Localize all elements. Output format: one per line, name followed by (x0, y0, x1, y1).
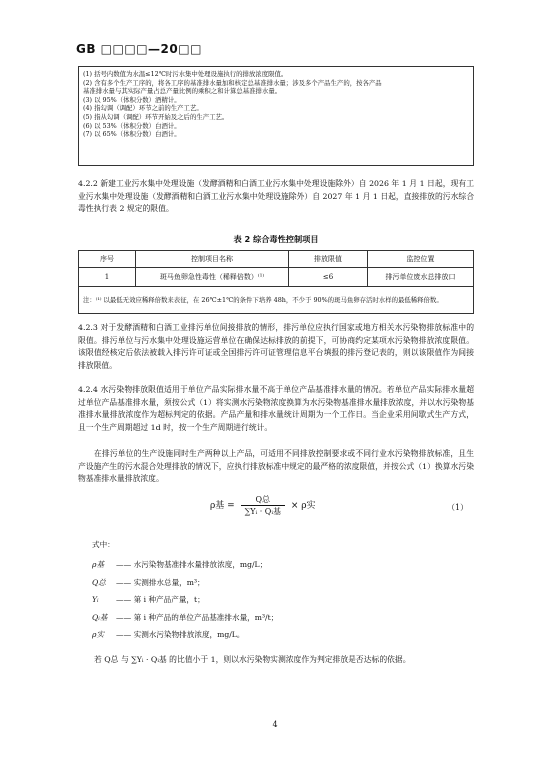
table-note-row (79, 287, 474, 314)
formula-rhs: × ρ实 (290, 501, 316, 511)
closing-paragraph: 若 Q总 与 ∑Yᵢ · Qᵢ基 的比值小于 1，则以水污染物实测浓度作为判定排放是否达标的依据。 (94, 655, 411, 664)
definition-text: —— 实测排水总量，m³； (116, 577, 205, 587)
formula-denominator: ∑Yᵢ · Qᵢ基 (244, 507, 281, 516)
clause-4-2-4: 4.2.4 水污染物排放限值适用于单位产品实际排水量不高于单位产品基准排水量的情况。若单位产品实际排水量超过单位产品基准排水量，须按公式（1）将实测水污染物浓度换算为水污染物基准排水量排放浓度，并以水污染物基准排水量排放浓度作为超标判定的依据。产品产量和排水量统计周期为一个工作日。当企业采用间歇式生产方式，且一个生产周期超过 1d 时，按一个生产周期进行统计。 (78, 385, 474, 432)
formula-fraction (241, 494, 285, 517)
col-header-limit: 排放限值 (289, 251, 368, 268)
definition-item (92, 626, 278, 644)
table-2-title: 表 2 综合毒性控制项目 (233, 234, 319, 244)
definition-symbol: ρ基 (92, 560, 105, 569)
note-line: (1) 括号内数值为水温≤12℃时污水集中处理设施执行的排放浓度限值。 (83, 70, 288, 78)
definition-item (92, 556, 278, 574)
definition-item (92, 609, 278, 627)
definition-item (92, 591, 278, 609)
definition-text: —— 第 i 种产品产量，t； (116, 595, 205, 605)
table-row (79, 268, 474, 287)
definition-item (92, 574, 278, 592)
note-line: (6) 以 53%（体积分数）白酒计。 (83, 121, 181, 130)
cell-location: 排污单位废水总排放口 (368, 268, 474, 287)
clause-4-2-3: 4.2.3 对于发酵酒精和白酒工业排污单位间接排放的情形，排污单位应执行国家或地方相关水污染物排放标准中的限值。排污单位与污水集中处理设施运营单位在确保达标排放的前提下，可协商约定某项水污染物排放浓度限值。该限值经核定后依法被载入排污许可证或全国排污许可证管理信息平台填报的排污登记表的，则以该限值作为间接排放限值。 (78, 323, 474, 370)
formula-expression (210, 494, 316, 517)
cell-limit: ≤6 (289, 268, 368, 287)
definition-symbol: ρ实 (92, 630, 105, 640)
definition-symbol: Q总 (92, 577, 106, 587)
cell-index: 1 (79, 268, 136, 287)
toxicity-table (78, 250, 474, 314)
note-line: (4) 指勾调（调配）环节之前的生产工艺。 (83, 104, 203, 113)
col-header-location: 监控位置 (368, 251, 474, 268)
multi-product-paragraph: 在排污单位的生产设施同时生产两种以上产品，可适用不同排放控制要求或不同行业水污染物排放标准，且生产设施产生的污水混合处理排放的情况下，应执行排放标准中规定的最严格的浓度限值，并按公式（1）换算水污染物基准排水量排放浓度。 (78, 449, 474, 484)
definition-symbol: Qᵢ基 (92, 612, 108, 622)
definition-text: —— 水污染物基准排水量排放浓度，mg/L； (116, 560, 268, 569)
definition-text: —— 实测水污染物排放浓度，mg/L。 (116, 630, 245, 640)
definitions-list (92, 556, 278, 644)
note-line: 基准排水量与其实际产量占总产量比例的乘积之和计算总基准排水量。 (83, 87, 282, 96)
definition-text: —— 第 i 种产品的单位产品基准排水量，m³/t； (116, 612, 279, 622)
col-header-index: 序号 (79, 251, 136, 268)
formula-1 (0, 490, 550, 522)
table-notes-box (78, 66, 474, 166)
where-label: 式中： (92, 540, 115, 549)
table-note: 注：⁽¹⁾ 以最低无效应稀释倍数来表征，在 26℃±1℃的条件下培养 48h，不少于 90%的斑马鱼卵存活时水样的最低稀释倍数。 (79, 287, 474, 314)
note-line: (5) 指从勾调（调配）环节开始及之后的生产工艺。 (83, 112, 229, 121)
col-header-item: 控制项目名称 (136, 251, 289, 268)
formula-number: （1） (447, 503, 469, 512)
note-line: (3) 以 95%（体积分数）酒精计。 (83, 95, 181, 104)
note-line: (7) 以 65%（体积分数）白酒计。 (83, 130, 181, 139)
cell-item: 斑马鱼卵急性毒性（稀释倍数）⁽¹⁾ (136, 268, 289, 287)
formula-numerator: Q总 (241, 494, 285, 506)
formula-lhs: ρ基 = (210, 501, 235, 511)
definition-symbol: Yᵢ (92, 595, 99, 605)
clause-4-2-2: 4.2.2 新建工业污水集中处理设施（发酵酒精和白酒工业污水集中处理设施除外）自 2026 年 1 月 1 日起，现有工业污水集中处理设施（发酵酒精和白酒工业污水集中处理设施除外）自 2027 年 1 月 1 日起，直接排放的污水综合毒性执行表 2 规定的限值。 (78, 179, 474, 214)
note-line: (2) 含有多个生产工序的，将各工序的基准排水量加和核定总基准排水量；涉及多个产品生产的，按各产品 (83, 78, 382, 87)
standard-code-header: GB □□□□—20□□ (76, 42, 202, 56)
table-header-row (79, 251, 474, 268)
page-number: 4 (272, 720, 278, 729)
